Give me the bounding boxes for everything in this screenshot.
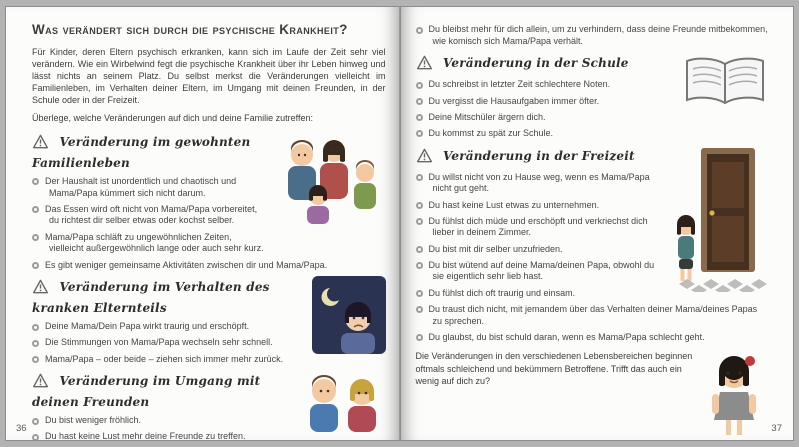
checkbox-circle-icon[interactable]: [416, 27, 423, 34]
checklist-item-text: Du vergisst die Hausaufgaben immer öfter.: [428, 95, 600, 106]
checklist-item-text: Du schreibst in letzter Zeit schlechtere Noten.: [428, 79, 611, 90]
girl-illustration: [701, 348, 769, 441]
prompt-paragraph: Überlege, welche Veränderungen auf dich und deine Familie zutreffen:: [32, 113, 314, 124]
checklist-item-text: Du hast keine Lust etwas zu unternehmen.: [428, 199, 600, 210]
checkbox-circle-icon[interactable]: [416, 98, 423, 105]
checkbox-circle-icon[interactable]: [416, 174, 423, 181]
checkbox-circle-icon[interactable]: [416, 246, 423, 253]
checkbox-circle-icon[interactable]: [32, 340, 39, 347]
checkbox-circle-icon[interactable]: [416, 290, 423, 297]
checkbox-circle-icon[interactable]: [32, 206, 39, 213]
checkbox-circle-icon[interactable]: [416, 306, 423, 313]
warning-triangle-icon: [32, 279, 49, 299]
checklist-item-text: Du kommst zu spät zur Schule.: [428, 127, 554, 138]
checklist-item-text: Du bist mit dir selber unzufrieden.: [428, 243, 563, 254]
sad-parent-illustration: [312, 276, 386, 359]
warning-triangle-icon: [32, 134, 49, 154]
checkbox-circle-icon[interactable]: [32, 324, 39, 331]
checkbox-circle-icon[interactable]: [416, 82, 423, 89]
checkbox-circle-icon[interactable]: [32, 262, 39, 269]
section-title: Veränderung in der Schule: [442, 56, 629, 71]
checkbox-circle-icon[interactable]: [32, 434, 39, 441]
page-right: [400, 6, 795, 441]
warning-triangle-icon: [416, 55, 433, 75]
checkbox-circle-icon[interactable]: [416, 130, 423, 137]
checklist-item: [32, 232, 386, 255]
checklist-item: [416, 304, 770, 327]
checklist-item-text: Du bist weniger fröhlich.: [45, 415, 142, 426]
checklist-item-text: Du traust dich nicht, mit jemandem über das Verhalten deiner Mama/deines Papas zu sprechen.: [428, 303, 758, 326]
checklist-item-text: Mama/Papa schläft zu ungewöhnlichen Zeiten, vielleicht außergewöhnlich lange oder auch sehr kurz.: [45, 231, 264, 254]
section-title: Veränderung im Umgang mit deinen Freunden: [32, 374, 261, 410]
page-number-left: 36: [16, 423, 27, 434]
page-number-right: 37: [771, 423, 782, 434]
open-book-illustration: [681, 54, 769, 117]
checklist-item-text: Es gibt weniger gemeinsame Aktivitäten zwischen dir und Mama/Papa.: [45, 259, 328, 270]
checkbox-circle-icon[interactable]: [32, 234, 39, 241]
checklist-item-text: Du fühlst dich oft traurig und einsam.: [428, 287, 576, 298]
checklist-item-text: Du bist wütend auf deine Mama/deinen Papa, obwohl du sie eigentlich sehr lieb hast.: [428, 259, 655, 282]
checklist-item: [416, 128, 770, 140]
page-title: Was verändert sich durch die psychische Krankheit?: [32, 22, 348, 37]
checklist-item-text: Du fühlst dich müde und erschöpft und verkriechst dich lieber in deinem Zimmer.: [428, 215, 648, 238]
checkbox-circle-icon[interactable]: [32, 178, 39, 185]
warning-triangle-icon: [416, 148, 433, 168]
page-left: [5, 6, 400, 441]
checklist-item: [416, 24, 770, 47]
checklist-item-text: Du hast keine Lust mehr deine Freunde zu treffen.: [45, 431, 246, 441]
checklist-item-text: Deine Mitschüler ärgern dich.: [428, 111, 546, 122]
checklist-item-text: Die Stimmungen von Mama/Papa wechseln sehr schnell.: [45, 337, 273, 348]
family-illustration: [274, 133, 386, 230]
checkbox-circle-icon[interactable]: [32, 418, 39, 425]
checklist-item-text: Das Essen wird oft nicht von Mama/Papa vorbereitet, du richtest dir selber etwas oder kochst selber.: [45, 203, 258, 226]
section-title: Veränderung im Verhalten des kranken Elternteils: [32, 280, 270, 316]
door-with-girl-illustration: [671, 144, 769, 297]
checklist-item: [416, 332, 770, 344]
checklist-item-text: Du willst nicht von zu Hause weg, wenn es Mama/Papa nicht gut geht.: [428, 171, 650, 194]
two-children-illustration: [300, 370, 386, 439]
checklist-item: [32, 260, 386, 272]
checklist-item-text: Der Haushalt ist unordentlich und chaotisch und Mama/Papa kümmert sich nicht darum.: [45, 175, 237, 198]
checklist-item-text: Mama/Papa – oder beide – ziehen sich immer mehr zurück.: [45, 353, 284, 364]
closing-paragraph: Die Veränderungen in den verschiedenen Lebensbereichen beginnen oftmals schleichend und bekümmern Betroffene. Trifft das auch ein wenig auf dich zu?: [415, 351, 693, 387]
checkbox-circle-icon[interactable]: [416, 218, 423, 225]
checklist-item-text: Du glaubst, du bist schuld daran, wenn es Mama/Papa schlecht geht.: [428, 331, 705, 342]
checkbox-circle-icon[interactable]: [416, 334, 423, 341]
checkbox-circle-icon[interactable]: [416, 202, 423, 209]
intro-paragraph: Für Kinder, deren Eltern psychisch erkranken, kann sich im Laufe der Zeit sehr viel verändern. Wie ein Wirbelwind fegt die psychische Krankheit über ihr Leben hinweg und lässt nichts an seinem Platz. Du selbst merkst die Veränderungen vielleicht im Familienleben, im Verhalten deiner Eltern, im Umgang mit deinen Freunden, in der Schule oder in der Freizeit.: [32, 47, 386, 106]
checklist-item-text: Deine Mama/Dein Papa wirkt traurig und erschöpft.: [45, 321, 250, 332]
section-title: Veränderung in der Freizeit: [442, 148, 635, 163]
checklist-item-text: Du bleibst mehr für dich allein, um zu verhindern, dass deine Freunde mitbekommen, wie komisch sich Mama/Papa verhält.: [428, 24, 768, 46]
checkbox-circle-icon[interactable]: [416, 114, 423, 121]
checkbox-circle-icon[interactable]: [416, 262, 423, 269]
checkbox-circle-icon[interactable]: [32, 356, 39, 363]
section-title: Veränderung im gewohnten Familienleben: [32, 134, 251, 170]
warning-triangle-icon: [32, 373, 49, 393]
